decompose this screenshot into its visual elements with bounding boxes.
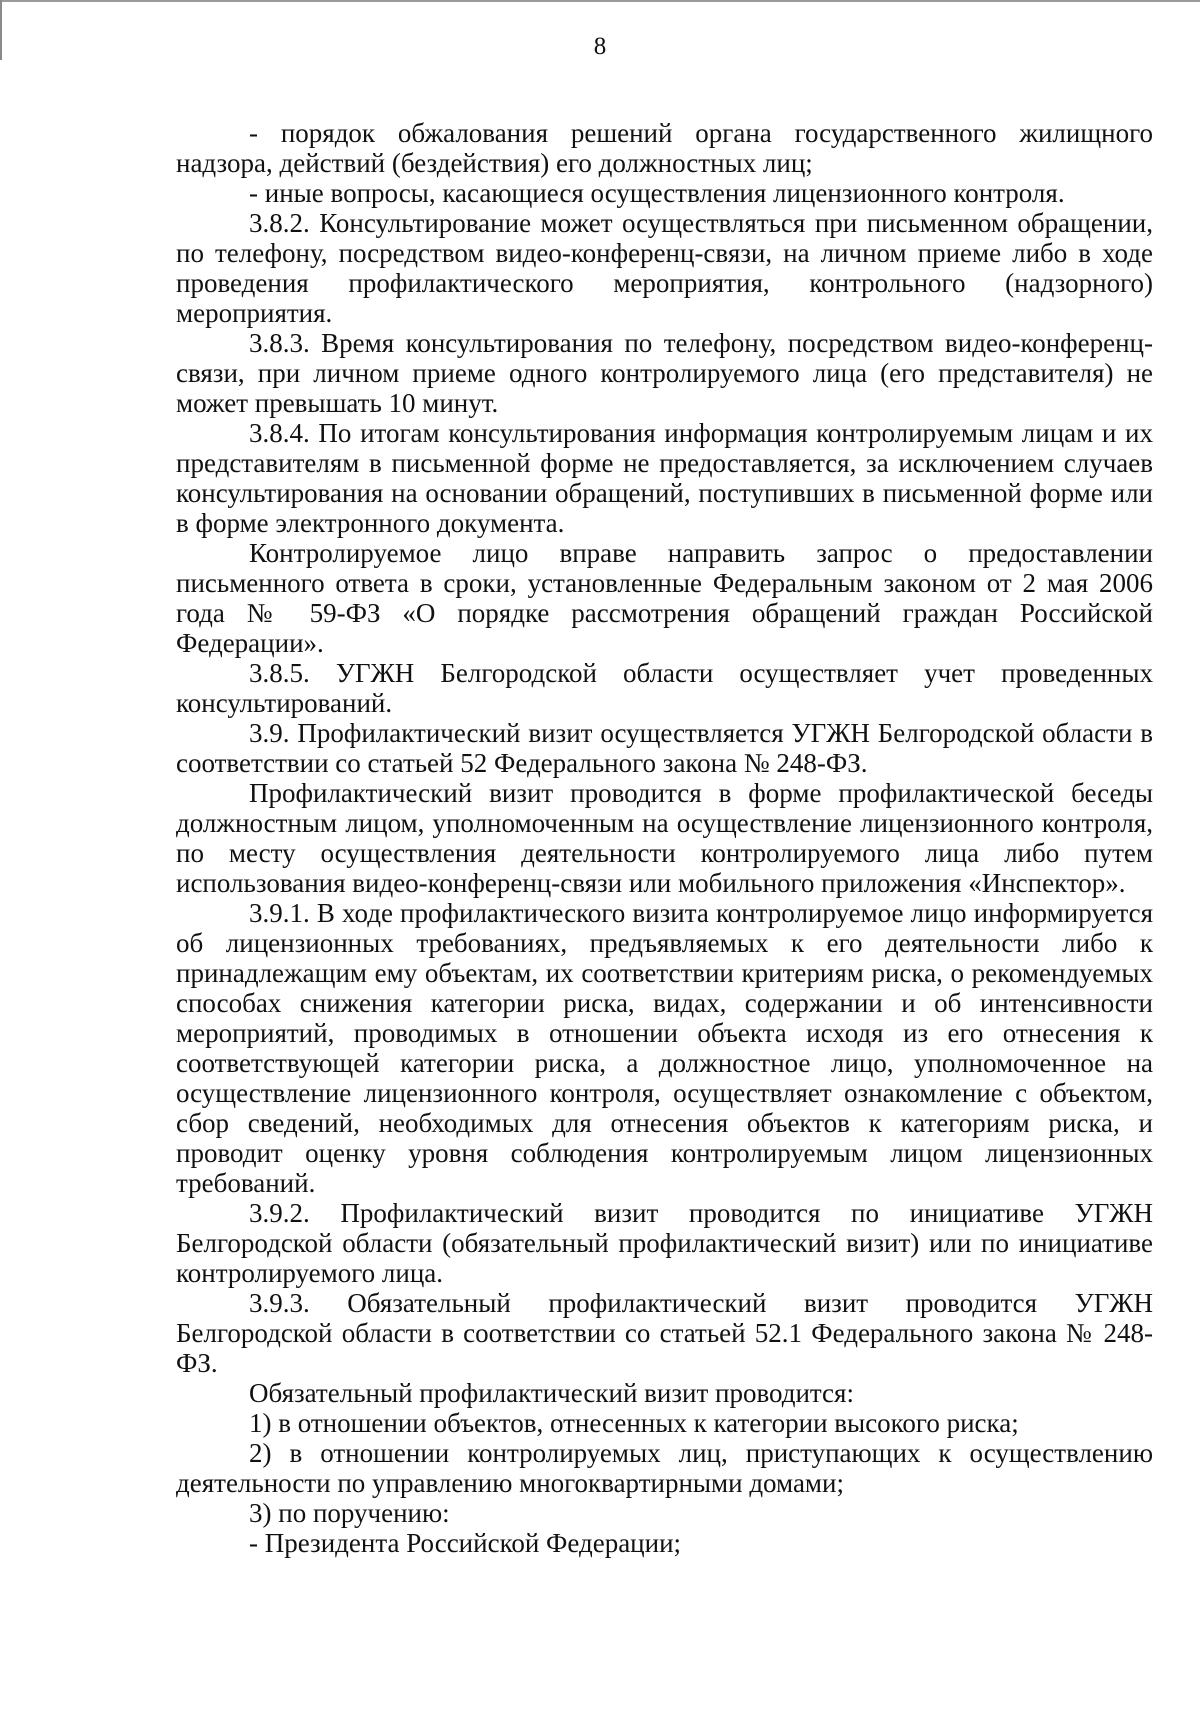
list-item: 3) по поручению:	[249, 1498, 450, 1528]
document-body	[176, 118, 1153, 1558]
paragraph: 3.9. Профилактический визит осуществляется УГЖН Белгородской области в соответствии со статьей 52 Федерального закона № 248-ФЗ.	[176, 718, 1153, 778]
list-item: 2) в отношении контролируемых лиц, приступающих к осуществлению деятельности по управлению многоквартирными домами;	[176, 1438, 1153, 1498]
paragraph: Обязательный профилактический визит проводится:	[249, 1378, 854, 1408]
paragraph: 3.9.1. В ходе профилактического визита контролируемое лицо информируется об лицензионных требованиях, предъявляемых к его деятельности либо к принадлежащим ему объектам, их соответствии критериям риска, о рекомендуемых способах снижения категории риска, видах, содержании и об интенсивности мероприятий, проводимых в отношении объекта исходя из его отнесения к соответствующей категории риска, а должностное лицо, уполномоченное на осуществление лицензионного контроля, осуществляет ознакомление с объектом, сбор сведений, необходимых для отнесения объектов к категориям риска, и проводит оценку уровня соблюдения контролируемым лицом лицензионных требований.	[176, 898, 1153, 1198]
paragraph: Профилактический визит проводится в форме профилактической беседы должностным лицом, уполномоченным на осуществление лицензионного контроля, по месту осуществления деятельности контролируемого лица либо путем использования видео-конференц-связи или мобильного приложения «Инспектор».	[176, 778, 1153, 898]
scan-edge-top	[0, 0, 1200, 2]
paragraph: 3.8.3. Время консультирования по телефону, посредством видео-конференц-связи, при личном приеме одного контролируемого лица (его представителя) не может превышать 10 минут.	[176, 328, 1153, 418]
paragraph: 3.8.2. Консультирование может осуществляться при письменном обращении, по телефону, посредством видео-конференц-связи, на личном приеме либо в ходе проведения профилактического мероприятия, контрольного (надзорного) мероприятия.	[176, 208, 1153, 328]
paragraph: 3.9.2. Профилактический визит проводится по инициативе УГЖН Белгородской области (обязательный профилактический визит) или по инициативе контролируемого лица.	[176, 1198, 1153, 1288]
paragraph: 3.8.5. УГЖН Белгородской области осуществляет учет проведенных консультирований.	[176, 658, 1153, 718]
page-number: 8	[593, 33, 607, 60]
list-item: - Президента Российской Федерации;	[249, 1528, 682, 1558]
list-item: 1) в отношении объектов, отнесенных к категории высокого риска;	[249, 1408, 1019, 1438]
paragraph: Контролируемое лицо вправе направить запрос о предоставлении письменного ответа в сроки, установленные Федеральным законом от 2 мая 2006 года № 59-ФЗ «О порядке рассмотрения обращений граждан Российской Федерации».	[176, 538, 1153, 658]
paragraph: - иные вопросы, касающиеся осуществления лицензионного контроля.	[249, 178, 1065, 208]
paragraph: - порядок обжалования решений органа государственного жилищного надзора, действий (бездействия) его должностных лиц;	[176, 118, 1153, 178]
paragraph: 3.9.3. Обязательный профилактический визит проводится УГЖН Белгородской области в соответствии со статьей 52.1 Федерального закона № 248-ФЗ.	[176, 1288, 1153, 1378]
paragraph: 3.8.4. По итогам консультирования информация контролируемым лицам и их представителям в письменной форме не предоставляется, за исключением случаев консультирования на основании обращений, поступивших в письменной форме или в форме электронного документа.	[176, 418, 1153, 538]
